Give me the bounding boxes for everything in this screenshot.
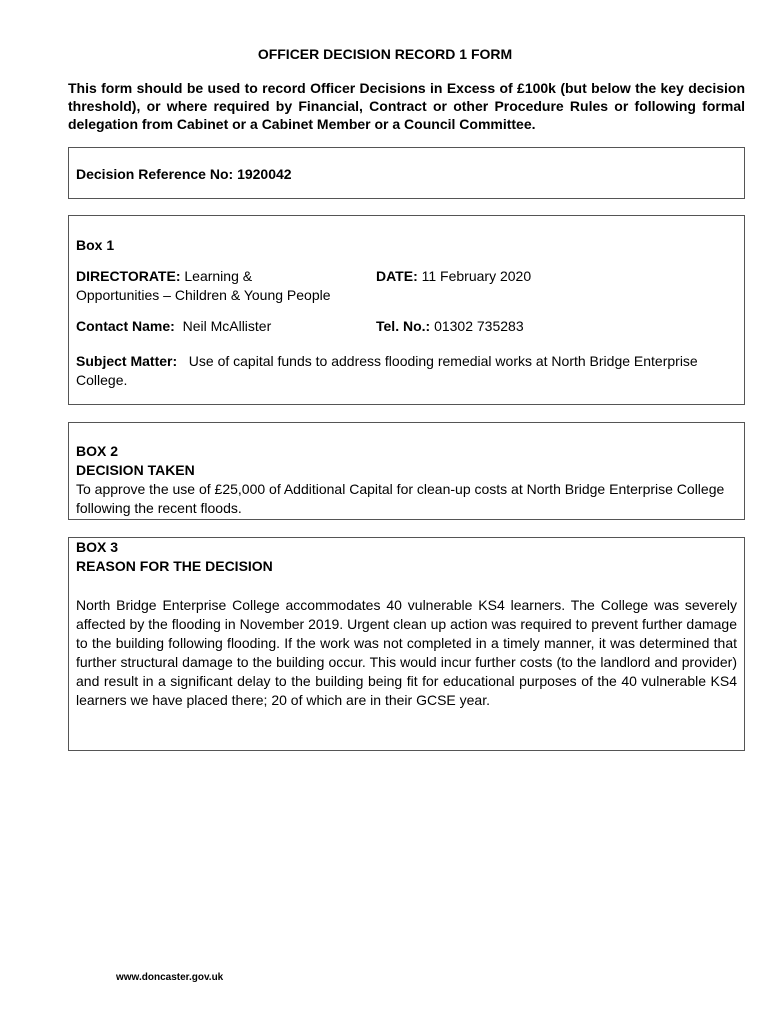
- box-1: [68, 215, 745, 405]
- form-title: OFFICER DECISION RECORD 1 FORM: [257, 46, 513, 62]
- directorate-label: DIRECTORATE:: [76, 268, 181, 284]
- reference-value: 1920042: [237, 166, 292, 182]
- subject-label: Subject Matter:: [76, 353, 178, 369]
- box3-heading: BOX 3: [76, 539, 119, 555]
- decision-text: To approve the use of £25,000 of Additional Capital for clean-up costs at North Bridge Enterprise College following the recent floods.: [76, 481, 725, 516]
- contact-label: Contact Name:: [76, 318, 175, 334]
- box-3: [68, 537, 745, 751]
- decision-reference: [76, 165, 737, 184]
- subject-value: Use of capital funds to address flooding remedial works at North Bridge Enterprise College.: [76, 353, 698, 388]
- box3-subheading: REASON FOR THE DECISION: [76, 558, 273, 574]
- box1-heading: Box 1: [76, 237, 115, 253]
- box2-heading: BOX 2: [76, 443, 119, 459]
- tel-field: [376, 317, 737, 336]
- directorate-line2: Opportunities – Children & Young People: [76, 287, 331, 303]
- directorate-line1: Learning &: [184, 268, 253, 284]
- date-label: DATE:: [376, 268, 418, 284]
- directorate-field: [76, 267, 376, 305]
- directorate-date-row: [76, 267, 737, 305]
- date-value: 11 February 2020: [421, 268, 532, 284]
- contact-value: Neil McAllister: [182, 318, 272, 334]
- contact-field: [76, 317, 376, 336]
- intro-paragraph: This form should be used to record Officer Decisions in Excess of £100k (but below the key decision threshold), or where required by Financial, Contract or other Procedure Rules or following formal delegation from Cabinet or a Cabinet Member or a Council Committee.: [68, 80, 745, 132]
- tel-value: 01302 735283: [434, 318, 524, 334]
- decision-reference-box: [68, 147, 745, 199]
- contact-tel-row: [76, 317, 737, 336]
- box2-subheading: DECISION TAKEN: [76, 462, 195, 478]
- footer-url: www.doncaster.gov.uk: [116, 972, 224, 983]
- box-2: [68, 422, 745, 520]
- reason-text: North Bridge Enterprise College accommodates 40 vulnerable KS4 learners. The College was severely affected by the flooding in November 2019. Urgent clean up action was required to prevent further damage to the building following flooding. If the work was not completed in a timely manner, it was determined that further structural damage to the building occur. This would incur further costs (to the landlord and provider) and result in a significant delay to the building being fit for educational purposes of the 40 vulnerable KS4 learners we have placed there; 20 of which are in their GCSE year.: [76, 597, 737, 708]
- subject-field: [76, 352, 737, 390]
- tel-label: Tel. No.:: [376, 318, 431, 334]
- reference-label: Decision Reference No:: [76, 166, 234, 182]
- date-field: [376, 267, 737, 305]
